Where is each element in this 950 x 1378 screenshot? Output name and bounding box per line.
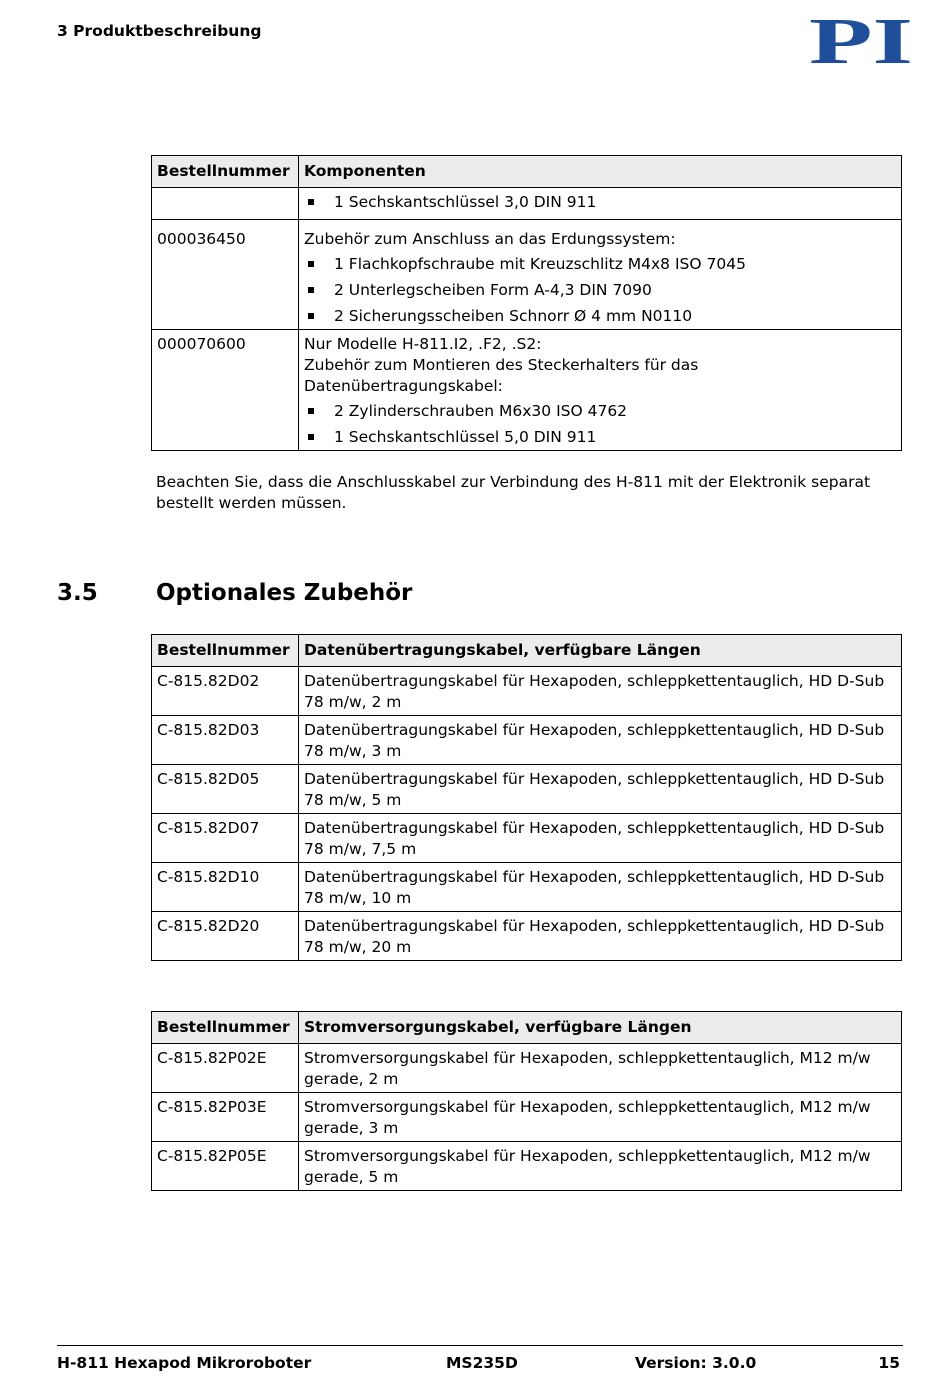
component-list xyxy=(304,401,896,448)
cell-intro-text: Zubehör zum Anschluss an das Erdungssystem: xyxy=(304,230,676,248)
column-header: Stromversorgungskabel, verfügbare Längen xyxy=(299,1012,902,1044)
order-number-cell: 000070600 xyxy=(152,330,299,451)
section-header: 3 Produktbeschreibung xyxy=(57,22,262,40)
description-cell: Stromversorgungskabel für Hexapoden, schleppkettentauglich, M12 m/w gerade, 2 m xyxy=(299,1044,902,1093)
list-item: 1 Flachkopfschraube mit Kreuzschlitz M4x8 ISO 7045 xyxy=(304,254,896,275)
description-cell: Datenübertragungskabel für Hexapoden, schleppkettentauglich, HD D-Sub 78 m/w, 20 m xyxy=(299,912,902,961)
table-row xyxy=(152,912,902,961)
footer-version: Version: 3.0.0 xyxy=(635,1354,757,1372)
order-number-cell: C-815.82P05E xyxy=(152,1142,299,1191)
list-item: 1 Sechskantschlüssel 3,0 DIN 911 xyxy=(304,192,896,213)
order-number-cell xyxy=(152,188,299,220)
table-row xyxy=(152,667,902,716)
logo-text: PI xyxy=(809,14,913,68)
footer-product: H-811 Hexapod Mikroroboter xyxy=(57,1354,312,1372)
order-number-cell: C-815.82D03 xyxy=(152,716,299,765)
components-cell xyxy=(299,220,902,330)
table-row xyxy=(152,814,902,863)
power-cable-table xyxy=(151,1011,902,1191)
description-cell: Datenübertragungskabel für Hexapoden, schleppkettentauglich, HD D-Sub 78 m/w, 2 m xyxy=(299,667,902,716)
footer-doc-id: MS235D xyxy=(446,1354,518,1372)
table-header-row xyxy=(152,1012,902,1044)
table-row xyxy=(152,188,902,220)
table-header-row xyxy=(152,156,902,188)
component-list xyxy=(304,192,896,213)
components-cell xyxy=(299,188,902,220)
order-number-cell: C-815.82D10 xyxy=(152,863,299,912)
note-paragraph: Beachten Sie, dass die Anschlusskabel zur Verbindung des H-811 mit der Elektronik separat bestellt werden müssen. xyxy=(156,473,871,512)
column-header: Bestellnummer xyxy=(152,156,299,188)
table-row xyxy=(152,1142,902,1191)
table-header-row xyxy=(152,635,902,667)
description-cell: Datenübertragungskabel für Hexapoden, schleppkettentauglich, HD D-Sub 78 m/w, 7,5 m xyxy=(299,814,902,863)
table-row xyxy=(152,765,902,814)
order-number-cell: C-815.82D07 xyxy=(152,814,299,863)
table-row xyxy=(152,330,902,451)
order-number-cell: C-815.82P03E xyxy=(152,1093,299,1142)
data-cable-table xyxy=(151,634,902,961)
description-cell: Stromversorgungskabel für Hexapoden, schleppkettentauglich, M12 m/w gerade, 5 m xyxy=(299,1142,902,1191)
description-cell: Datenübertragungskabel für Hexapoden, schleppkettentauglich, HD D-Sub 78 m/w, 5 m xyxy=(299,765,902,814)
list-item: 2 Zylinderschrauben M6x30 ISO 4762 xyxy=(304,401,896,422)
cell-intro-text: Nur Modelle H-811.I2, .F2, .S2: xyxy=(304,335,542,353)
section-title: Optionales Zubehör xyxy=(156,580,413,606)
order-number-cell: C-815.82D05 xyxy=(152,765,299,814)
order-number-cell: C-815.82D02 xyxy=(152,667,299,716)
list-item: 2 Sicherungsscheiben Schnorr Ø 4 mm N0110 xyxy=(304,306,896,327)
table-row xyxy=(152,1044,902,1093)
table-row xyxy=(152,220,902,330)
column-header: Datenübertragungskabel, verfügbare Längen xyxy=(299,635,902,667)
description-cell: Datenübertragungskabel für Hexapoden, schleppkettentauglich, HD D-Sub 78 m/w, 3 m xyxy=(299,716,902,765)
table-row xyxy=(152,863,902,912)
description-cell: Datenübertragungskabel für Hexapoden, schleppkettentauglich, HD D-Sub 78 m/w, 10 m xyxy=(299,863,902,912)
table-row xyxy=(152,716,902,765)
order-number-cell: 000036450 xyxy=(152,220,299,330)
footer-page-number: 15 xyxy=(878,1354,900,1372)
column-header: Bestellnummer xyxy=(152,635,299,667)
list-item: 2 Unterlegscheiben Form A-4,3 DIN 7090 xyxy=(304,280,896,301)
footer-divider xyxy=(57,1345,903,1346)
components-table xyxy=(151,155,902,451)
description-cell: Stromversorgungskabel für Hexapoden, schleppkettentauglich, M12 m/w gerade, 3 m xyxy=(299,1093,902,1142)
column-header: Komponenten xyxy=(299,156,902,188)
pi-logo xyxy=(808,14,914,68)
order-number-cell: C-815.82P02E xyxy=(152,1044,299,1093)
component-list xyxy=(304,254,896,327)
table-row xyxy=(152,1093,902,1142)
cell-intro-text: Zubehör zum Montieren des Steckerhalters für das Datenübertragungskabel: xyxy=(304,356,699,395)
order-number-cell: C-815.82D20 xyxy=(152,912,299,961)
column-header: Bestellnummer xyxy=(152,1012,299,1044)
components-cell xyxy=(299,330,902,451)
list-item: 1 Sechskantschlüssel 5,0 DIN 911 xyxy=(304,427,896,448)
section-number: 3.5 xyxy=(57,580,98,606)
